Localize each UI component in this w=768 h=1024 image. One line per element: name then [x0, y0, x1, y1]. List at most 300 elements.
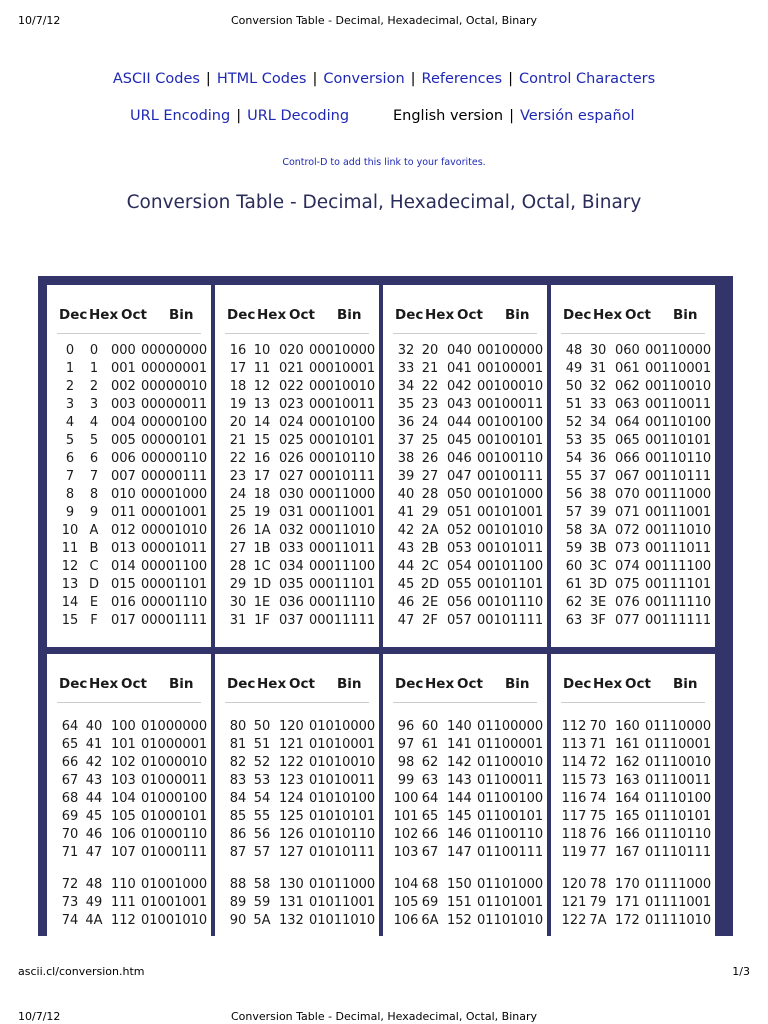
table-rows [47, 719, 211, 931]
cell-dec: 68 [61, 791, 79, 806]
cell-dec: 90 [229, 913, 247, 928]
cell-bin: 01010000 [309, 719, 376, 734]
table-block [47, 654, 211, 936]
table-row [47, 895, 211, 913]
cell-bin: 01000111 [141, 845, 208, 860]
nav-link-url-decoding[interactable]: URL Decoding [247, 108, 350, 124]
header-divider [57, 702, 201, 703]
nav-link-html-codes[interactable]: HTML Codes [216, 71, 307, 87]
cell-oct: 075 [615, 577, 640, 592]
cell-hex: 51 [253, 737, 271, 752]
table-row [47, 877, 211, 895]
cell-oct: 010 [111, 487, 136, 502]
cell-dec: 72 [61, 877, 79, 892]
table-row [383, 845, 547, 863]
cell-bin: 00001100 [141, 559, 208, 574]
cell-oct: 141 [447, 737, 472, 752]
cell-hex: 67 [421, 845, 439, 860]
cell-bin: 00010000 [309, 343, 376, 358]
cell-hex: 16 [253, 451, 271, 466]
table-row [383, 913, 547, 931]
cell-oct: 121 [279, 737, 304, 752]
cell-hex: 3F [590, 613, 606, 628]
table-row [551, 755, 715, 773]
cell-bin: 00011110 [309, 595, 376, 610]
cell-hex: 74 [589, 791, 607, 806]
table-row [551, 773, 715, 791]
table-row [551, 737, 715, 755]
column-header-oct: Oct [457, 307, 483, 323]
column-header-oct: Oct [289, 307, 315, 323]
cell-oct: 160 [615, 719, 640, 734]
column-header-oct: Oct [289, 676, 315, 692]
cell-oct: 124 [279, 791, 304, 806]
cell-bin: 00111001 [645, 505, 712, 520]
cell-bin: 01100101 [477, 809, 544, 824]
cell-hex: 4 [89, 415, 99, 430]
cell-oct: 014 [111, 559, 136, 574]
cell-hex: 7 [89, 469, 99, 484]
cell-bin: 00011001 [309, 505, 376, 520]
table-row [47, 397, 211, 415]
cell-bin: 01100011 [477, 773, 544, 788]
cell-hex: 31 [589, 361, 607, 376]
cell-hex: 2D [420, 577, 440, 592]
table-row [215, 827, 379, 845]
cell-hex: 63 [421, 773, 439, 788]
cell-oct: 007 [111, 469, 136, 484]
cell-oct: 025 [279, 433, 304, 448]
cell-hex: 68 [421, 877, 439, 892]
column-header-dec: Dec [59, 676, 88, 692]
cell-bin: 01011010 [309, 913, 376, 928]
cell-oct: 055 [447, 577, 472, 592]
cell-bin: 01000010 [141, 755, 208, 770]
cell-oct: 163 [615, 773, 640, 788]
column-header-bin: Bin [505, 307, 530, 323]
cell-oct: 057 [447, 613, 472, 628]
cell-bin: 00000110 [141, 451, 208, 466]
cell-oct: 170 [615, 877, 640, 892]
cell-hex: 6 [89, 451, 99, 466]
nav-separator: | [509, 108, 514, 124]
column-header-bin: Bin [169, 307, 194, 323]
cell-hex: 13 [253, 397, 271, 412]
cell-oct: 165 [615, 809, 640, 824]
cell-dec: 69 [61, 809, 79, 824]
nav-link-url-encoding[interactable]: URL Encoding [130, 108, 231, 124]
table-row [215, 397, 379, 415]
cell-hex: 3B [589, 541, 607, 556]
table-header [551, 676, 715, 702]
cell-dec: 73 [61, 895, 79, 910]
cell-bin: 00100111 [477, 469, 544, 484]
cell-hex: B [89, 541, 99, 556]
cell-hex: 78 [589, 877, 607, 892]
cell-hex: 71 [589, 737, 607, 752]
cell-dec: 8 [65, 487, 75, 502]
cell-hex: 50 [253, 719, 271, 734]
table-row [47, 523, 211, 541]
table-row [215, 809, 379, 827]
cell-oct: 020 [279, 343, 304, 358]
cell-dec: 21 [229, 433, 247, 448]
cell-hex: 23 [421, 397, 439, 412]
header-divider [225, 702, 369, 703]
cell-hex: 2B [421, 541, 439, 556]
cell-oct: 053 [447, 541, 472, 556]
cell-hex: 64 [421, 791, 439, 806]
cell-dec: 65 [61, 737, 79, 752]
column-header-oct: Oct [121, 307, 147, 323]
cell-bin: 01010100 [309, 791, 376, 806]
cell-oct: 050 [447, 487, 472, 502]
table-row [47, 827, 211, 845]
cell-dec: 64 [61, 719, 79, 734]
cell-oct: 145 [447, 809, 472, 824]
cell-oct: 070 [615, 487, 640, 502]
cell-oct: 127 [279, 845, 304, 860]
cell-hex: 15 [253, 433, 271, 448]
cell-dec: 45 [397, 577, 415, 592]
cell-oct: 142 [447, 755, 472, 770]
cell-dec: 36 [397, 415, 415, 430]
cell-oct: 035 [279, 577, 304, 592]
cell-hex: 3D [588, 577, 608, 592]
cell-hex: 25 [421, 433, 439, 448]
nav-separator: | [205, 71, 211, 87]
cell-oct: 112 [111, 913, 136, 928]
cell-oct: 110 [111, 877, 136, 892]
cell-dec: 10 [61, 523, 79, 538]
cell-dec: 84 [229, 791, 247, 806]
cell-dec: 34 [397, 379, 415, 394]
table-row [383, 379, 547, 397]
table-row [215, 773, 379, 791]
cell-bin: 00101011 [477, 541, 544, 556]
table-rows [215, 343, 379, 631]
cell-oct: 100 [111, 719, 136, 734]
column-header-oct: Oct [457, 676, 483, 692]
table-row [551, 397, 715, 415]
table-row [47, 541, 211, 559]
cell-bin: 00000100 [141, 415, 208, 430]
table-row [47, 809, 211, 827]
table-row [383, 791, 547, 809]
cell-dec: 80 [229, 719, 247, 734]
print-date: 10/7/12 [18, 14, 61, 27]
cell-dec: 112 [561, 719, 587, 734]
table-row [215, 487, 379, 505]
cell-dec: 56 [565, 487, 583, 502]
cell-oct: 151 [447, 895, 472, 910]
cell-dec: 25 [229, 505, 247, 520]
column-header-hex: Hex [425, 307, 455, 323]
table-row [383, 415, 547, 433]
cell-oct: 022 [279, 379, 304, 394]
cell-hex: 10 [253, 343, 271, 358]
cell-bin: 00000111 [141, 469, 208, 484]
cell-hex: 72 [589, 755, 607, 770]
cell-bin: 00011011 [309, 541, 376, 556]
cell-dec: 0 [65, 343, 75, 358]
cell-oct: 011 [111, 505, 136, 520]
cell-hex: 11 [253, 361, 271, 376]
table-row [215, 343, 379, 361]
table-row [383, 895, 547, 913]
cell-dec: 33 [397, 361, 415, 376]
nav-link-ascii-codes[interactable]: ASCII Codes [112, 71, 200, 87]
table-block [47, 285, 211, 647]
cell-hex: 36 [589, 451, 607, 466]
cell-hex: 22 [421, 379, 439, 394]
cell-dec: 12 [61, 559, 79, 574]
cell-bin: 00111011 [645, 541, 712, 556]
cell-bin: 00101001 [477, 505, 544, 520]
cell-hex: 7A [589, 913, 607, 928]
column-header-dec: Dec [563, 307, 592, 323]
cell-dec: 54 [565, 451, 583, 466]
table-row [215, 469, 379, 487]
cell-bin: 00111110 [645, 595, 712, 610]
cell-hex: 2 [89, 379, 99, 394]
cell-dec: 97 [397, 737, 415, 752]
cell-oct: 103 [111, 773, 136, 788]
nav-link-conversion[interactable]: Conversion [323, 71, 405, 87]
cell-dec: 37 [397, 433, 415, 448]
table-row [383, 451, 547, 469]
cell-dec: 59 [565, 541, 583, 556]
cell-bin: 01000110 [141, 827, 208, 842]
cell-bin: 00100001 [477, 361, 544, 376]
cell-hex: 73 [589, 773, 607, 788]
cell-dec: 39 [397, 469, 415, 484]
cell-bin: 00000101 [141, 433, 208, 448]
cell-oct: 063 [615, 397, 640, 412]
header-divider [225, 333, 369, 334]
cell-bin: 01000100 [141, 791, 208, 806]
cell-oct: 066 [615, 451, 640, 466]
cell-hex: 4A [85, 913, 103, 928]
cell-oct: 172 [615, 913, 640, 928]
cell-bin: 01101010 [477, 913, 544, 928]
table-row [551, 827, 715, 845]
cell-bin: 01011000 [309, 877, 376, 892]
cell-bin: 01111000 [645, 877, 712, 892]
cell-dec: 15 [61, 613, 79, 628]
cell-hex: 38 [589, 487, 607, 502]
cell-hex: 54 [253, 791, 271, 806]
table-row [383, 877, 547, 895]
cell-oct: 167 [615, 845, 640, 860]
table-row [47, 755, 211, 773]
cell-bin: 01010110 [309, 827, 376, 842]
print-date: 10/7/12 [18, 1010, 61, 1023]
column-header-oct: Oct [625, 676, 651, 692]
cell-bin: 01010010 [309, 755, 376, 770]
print-url: ascii.cl/conversion.htm [18, 965, 145, 978]
cell-dec: 70 [61, 827, 79, 842]
column-header-hex: Hex [89, 307, 119, 323]
cell-bin: 00010111 [309, 469, 376, 484]
column-header-bin: Bin [337, 676, 362, 692]
column-header-bin: Bin [673, 676, 698, 692]
cell-oct: 027 [279, 469, 304, 484]
cell-hex: 59 [253, 895, 271, 910]
cell-dec: 113 [561, 737, 587, 752]
cell-dec: 2 [65, 379, 75, 394]
cell-oct: 164 [615, 791, 640, 806]
table-block [215, 285, 379, 647]
cell-dec: 86 [229, 827, 247, 842]
page-title: Conversion Table - Decimal, Hexadecimal, Octal, Binary [126, 192, 642, 213]
table-row [383, 595, 547, 613]
table-row [47, 595, 211, 613]
cell-oct: 042 [447, 379, 472, 394]
cell-bin: 01010011 [309, 773, 376, 788]
cell-dec: 5 [65, 433, 75, 448]
cell-bin: 00000010 [141, 379, 208, 394]
cell-dec: 46 [397, 595, 415, 610]
cell-bin: 01110010 [645, 755, 712, 770]
cell-hex: 57 [253, 845, 271, 860]
cell-dec: 32 [397, 343, 415, 358]
cell-oct: 105 [111, 809, 136, 824]
cell-bin: 01100100 [477, 791, 544, 806]
nav-link-references[interactable]: References [421, 71, 503, 87]
cell-oct: 147 [447, 845, 472, 860]
table-row [551, 809, 715, 827]
cell-hex: 24 [421, 415, 439, 430]
table-header [383, 307, 547, 333]
cell-bin: 00110111 [645, 469, 712, 484]
cell-hex: 21 [421, 361, 439, 376]
cell-hex: 79 [589, 895, 607, 910]
cell-oct: 015 [111, 577, 136, 592]
cell-oct: 033 [279, 541, 304, 556]
cell-oct: 146 [447, 827, 472, 842]
cell-oct: 132 [279, 913, 304, 928]
cell-bin: 00001000 [141, 487, 208, 502]
table-row [551, 523, 715, 541]
column-header-bin: Bin [673, 307, 698, 323]
table-row [47, 379, 211, 397]
table-row [551, 913, 715, 931]
cell-oct: 065 [615, 433, 640, 448]
cell-dec: 83 [229, 773, 247, 788]
cell-bin: 00110110 [645, 451, 712, 466]
cell-oct: 002 [111, 379, 136, 394]
cell-hex: 42 [85, 755, 103, 770]
column-header-dec: Dec [227, 676, 256, 692]
cell-hex: 46 [85, 827, 103, 842]
cell-bin: 00100100 [477, 415, 544, 430]
cell-bin: 00001101 [141, 577, 208, 592]
cell-bin: 00000000 [141, 343, 208, 358]
table-row [383, 505, 547, 523]
cell-bin: 00111101 [645, 577, 712, 592]
cell-dec: 42 [397, 523, 415, 538]
cell-hex: 3E [589, 595, 607, 610]
table-row [47, 469, 211, 487]
cell-bin: 01110100 [645, 791, 712, 806]
table-row [47, 487, 211, 505]
cell-dec: 19 [229, 397, 247, 412]
table-header [215, 676, 379, 702]
cell-hex: 32 [589, 379, 607, 394]
cell-oct: 030 [279, 487, 304, 502]
cell-hex: 56 [253, 827, 271, 842]
cell-oct: 013 [111, 541, 136, 556]
cell-hex: 20 [421, 343, 439, 358]
table-row [383, 361, 547, 379]
cell-bin: 01110111 [645, 845, 712, 860]
table-header [551, 307, 715, 333]
cell-bin: 01010111 [309, 845, 376, 860]
nav-link-control-characters[interactable]: Control Characters [519, 71, 656, 87]
cell-dec: 115 [561, 773, 587, 788]
cell-bin: 00011111 [309, 613, 376, 628]
cell-hex: 2E [421, 595, 439, 610]
table-row [383, 719, 547, 737]
column-header-dec: Dec [563, 676, 592, 692]
top-nav [0, 71, 768, 87]
cell-hex: 34 [589, 415, 607, 430]
cell-oct: 031 [279, 505, 304, 520]
table-row [551, 343, 715, 361]
cell-hex: 29 [421, 505, 439, 520]
cell-oct: 104 [111, 791, 136, 806]
table-row [215, 415, 379, 433]
cell-dec: 31 [229, 613, 247, 628]
cell-hex: 6A [421, 913, 439, 928]
cell-bin: 00110010 [645, 379, 712, 394]
cell-bin: 01111001 [645, 895, 712, 910]
secondary-nav [130, 108, 349, 124]
cell-dec: 116 [561, 791, 587, 806]
cell-bin: 01001001 [141, 895, 208, 910]
table-row [383, 487, 547, 505]
cell-hex: 69 [421, 895, 439, 910]
table-row [551, 361, 715, 379]
table-row [47, 361, 211, 379]
cell-bin: 01011001 [309, 895, 376, 910]
header-divider [393, 333, 537, 334]
spanish-version-link[interactable]: Versión español [519, 108, 635, 124]
table-row [215, 559, 379, 577]
table-row [47, 791, 211, 809]
table-row [383, 469, 547, 487]
cell-oct: 150 [447, 877, 472, 892]
cell-oct: 026 [279, 451, 304, 466]
cell-oct: 064 [615, 415, 640, 430]
cell-dec: 62 [565, 595, 583, 610]
cell-dec: 55 [565, 469, 583, 484]
cell-oct: 045 [447, 433, 472, 448]
table-block [551, 654, 715, 936]
column-header-hex: Hex [593, 307, 623, 323]
cell-dec: 53 [565, 433, 583, 448]
cell-dec: 105 [393, 895, 419, 910]
table-row [551, 541, 715, 559]
table-row [383, 523, 547, 541]
cell-hex: 17 [253, 469, 271, 484]
cell-bin: 01110001 [645, 737, 712, 752]
cell-oct: 072 [615, 523, 640, 538]
cell-oct: 052 [447, 523, 472, 538]
cell-hex: 26 [421, 451, 439, 466]
cell-dec: 48 [565, 343, 583, 358]
